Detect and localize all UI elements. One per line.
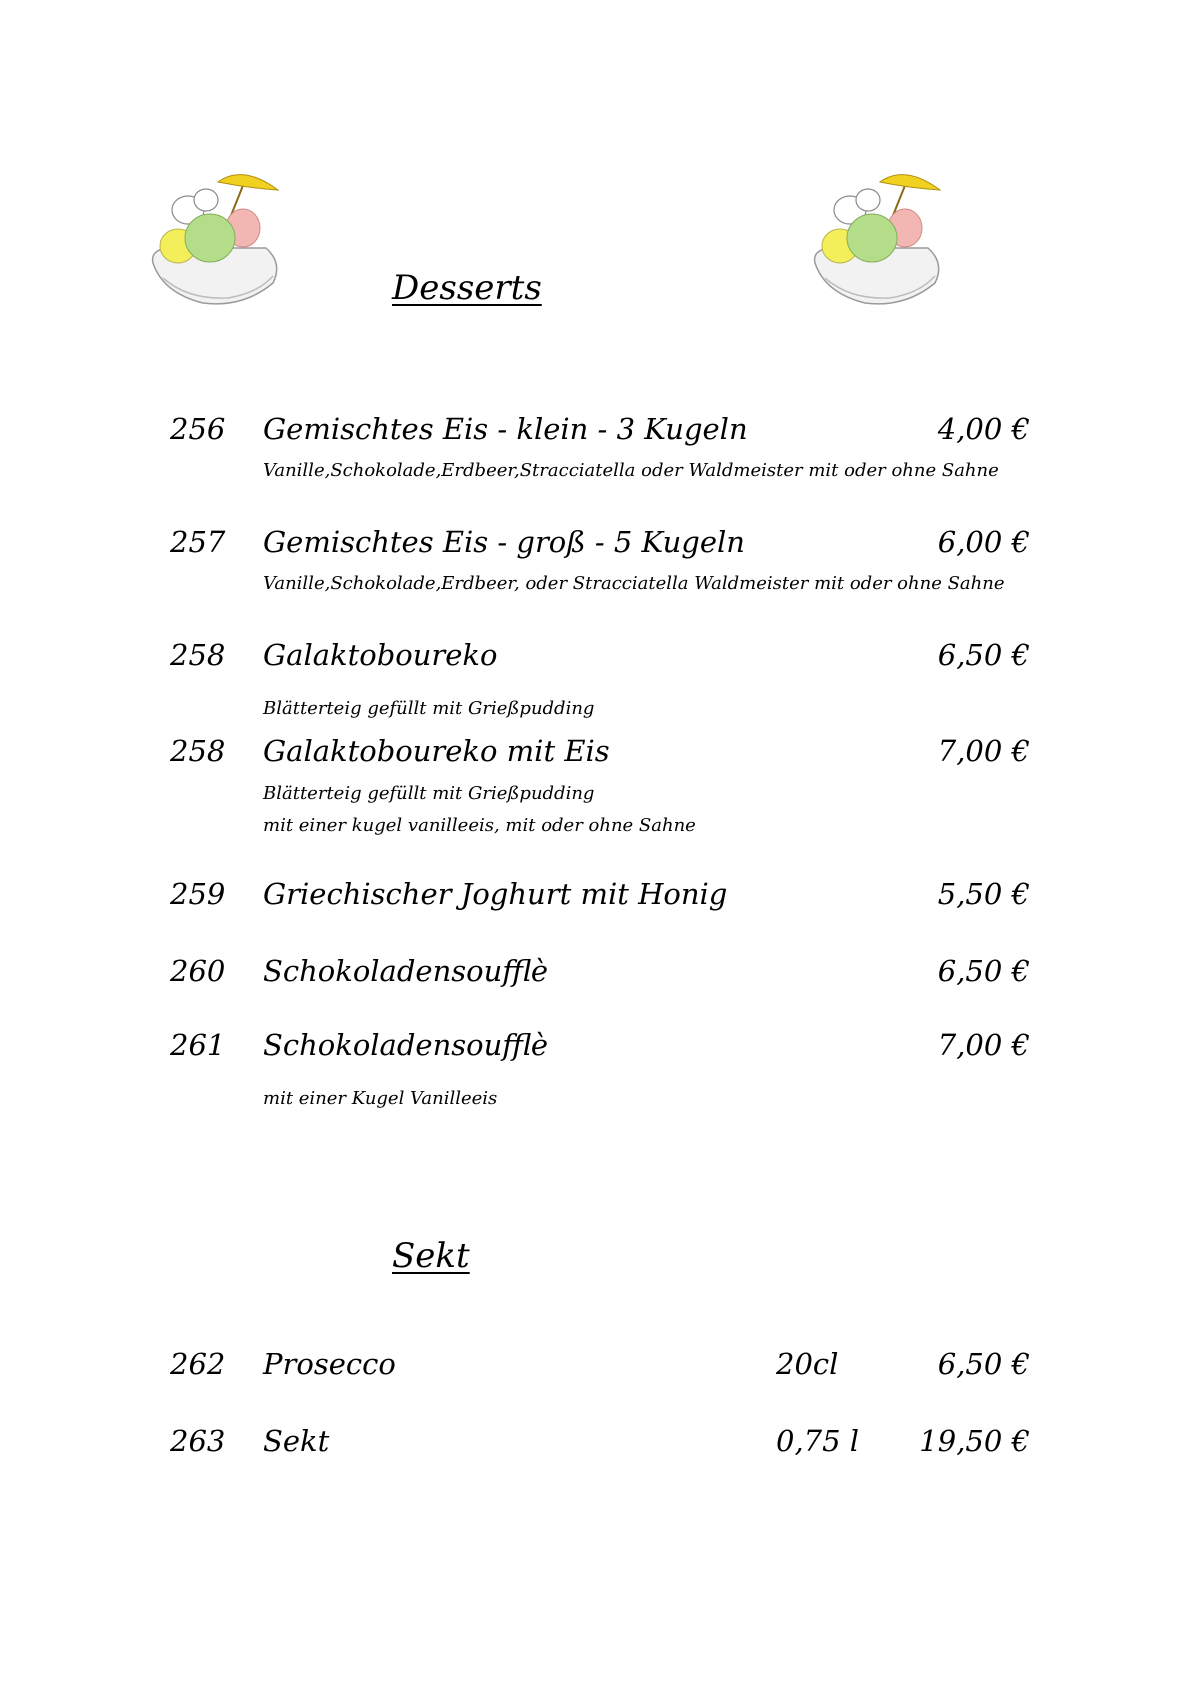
item-name: Schokoladensoufflè <box>263 954 549 988</box>
ice-cream-sundae-icon <box>810 168 945 318</box>
item-number: 256 <box>170 412 226 446</box>
item-volume: 20cl <box>776 1347 839 1381</box>
item-name: Galaktoboureko <box>263 638 498 672</box>
item-name: Galaktoboureko mit Eis <box>263 734 610 768</box>
item-price: 6,00 € <box>937 525 1030 559</box>
item-name: Gemischtes Eis - klein - 3 Kugeln <box>263 412 748 446</box>
item-volume: 0,75 l <box>776 1424 860 1458</box>
item-price: 6,50 € <box>937 638 1030 672</box>
item-description: mit einer kugel vanilleeis, mit oder ohne Sahne <box>263 815 696 836</box>
item-description: Vanille,Schokolade,Erdbeer, oder Stracciatella Waldmeister mit oder ohne Sahne <box>263 573 1005 594</box>
item-number: 257 <box>170 525 226 559</box>
desserts-heading: Desserts <box>392 268 542 308</box>
item-description: Blätterteig gefüllt mit Grießpudding <box>263 783 595 804</box>
item-number: 259 <box>170 877 226 911</box>
item-price: 4,00 € <box>937 412 1030 446</box>
item-description: Blätterteig gefüllt mit Grießpudding <box>263 698 595 719</box>
sekt-heading: Sekt <box>392 1236 470 1276</box>
item-number: 258 <box>170 638 226 672</box>
item-price: 6,50 € <box>937 1347 1030 1381</box>
item-name: Griechischer Joghurt mit Honig <box>263 877 728 911</box>
item-name: Sekt <box>263 1424 330 1458</box>
ice-cream-sundae-icon <box>148 168 283 318</box>
item-price: 7,00 € <box>937 734 1030 768</box>
item-number: 261 <box>170 1028 226 1062</box>
item-name: Prosecco <box>263 1347 396 1381</box>
item-price: 5,50 € <box>937 877 1030 911</box>
item-price: 7,00 € <box>937 1028 1030 1062</box>
item-number: 262 <box>170 1347 226 1381</box>
item-description: Vanille,Schokolade,Erdbeer,Stracciatella oder Waldmeister mit oder ohne Sahne <box>263 460 999 481</box>
item-description: mit einer Kugel Vanilleeis <box>263 1088 498 1109</box>
item-name: Schokoladensoufflè <box>263 1028 549 1062</box>
item-price: 19,50 € <box>919 1424 1030 1458</box>
item-number: 263 <box>170 1424 226 1458</box>
item-name: Gemischtes Eis - groß - 5 Kugeln <box>263 525 745 559</box>
item-price: 6,50 € <box>937 954 1030 988</box>
item-number: 258 <box>170 734 226 768</box>
item-number: 260 <box>170 954 226 988</box>
